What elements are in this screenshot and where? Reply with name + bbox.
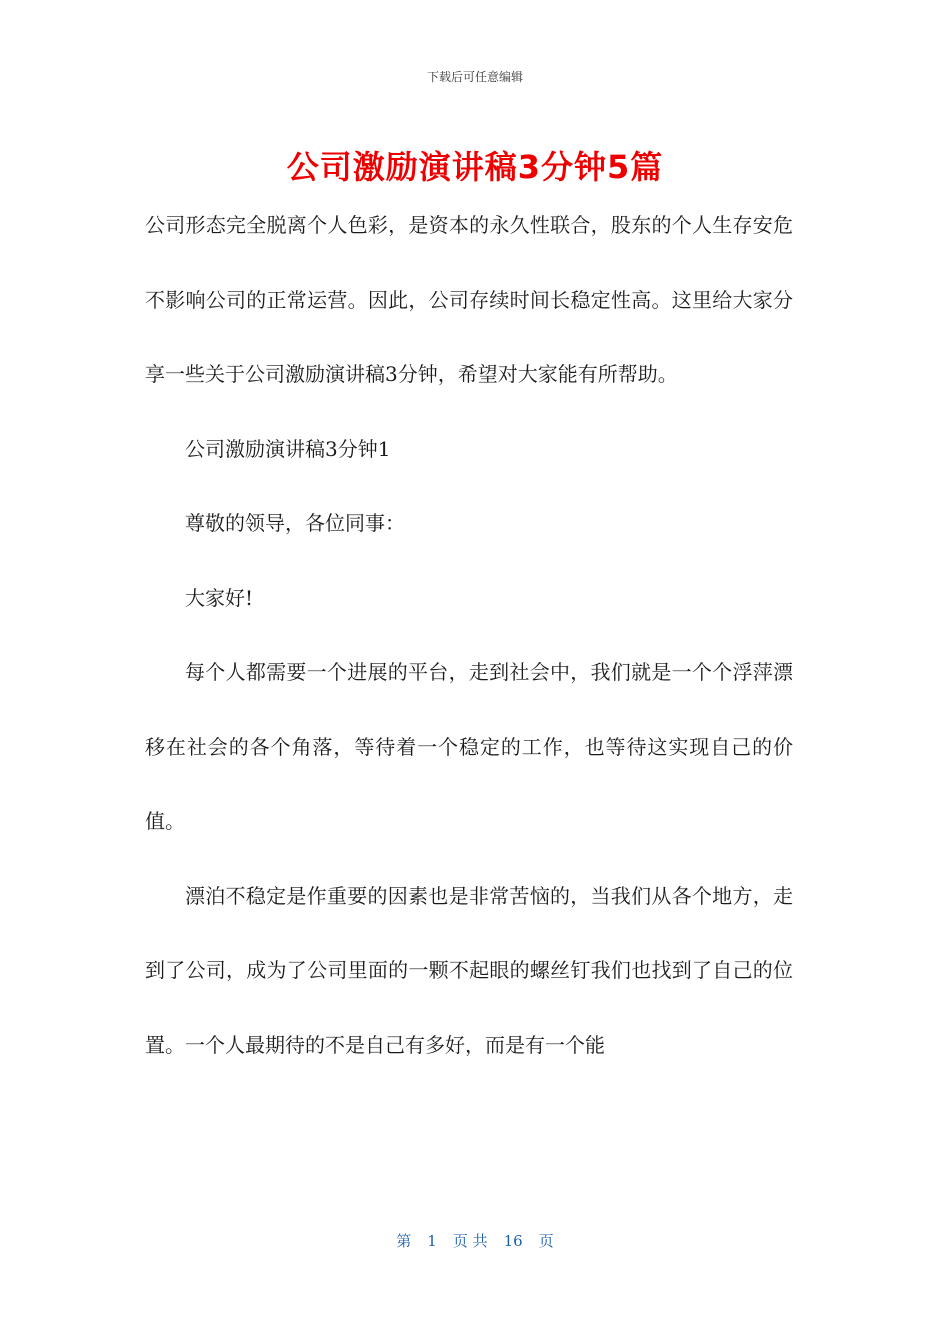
page-footer <box>0 1230 950 1251</box>
footer-prefix: 第 <box>396 1232 412 1250</box>
header-note: 下载后可任意编辑 <box>426 70 523 84</box>
paragraph-intro: 公司形态完全脱离个人色彩，是资本的永久性联合，股东的个人生存安危不影响公司的正常运营。因此，公司存续时间长稳定性高。这里给大家分享一些关于公司激励演讲稿3分钟，希望对大家能有所帮助。 <box>145 213 793 386</box>
footer-page-number: 1 <box>427 1232 437 1250</box>
paragraph-body: 漂泊不稳定是作重要的因素也是非常苦恼的，当我们从各个地方，走到了公司，成为了公司里面的一颗不起眼的螺丝钉我们也找到了自己的位置。一个人最期待的不是自己有多好，而是有一个能 <box>145 883 793 1057</box>
paragraph-salutation: 尊敬的领导，各位同事： <box>185 511 405 535</box>
paragraph-greeting: 大家好! <box>185 585 254 610</box>
section-heading: 公司激励演讲稿3分钟1 <box>185 436 391 461</box>
footer-middle: 页 共 <box>452 1232 488 1250</box>
footer-suffix: 页 <box>538 1232 554 1250</box>
paragraph-body: 每个人都需要一个进展的平台，走到社会中，我们就是一个个浮萍漂移在社会的各个角落，等待着一个稳定的工作，也等待这实现自己的价值。 <box>145 660 793 833</box>
document-title: 公司激励演讲稿3分钟5篇 <box>286 148 664 186</box>
footer-total-pages: 16 <box>503 1232 523 1250</box>
document-body <box>145 188 793 1082</box>
